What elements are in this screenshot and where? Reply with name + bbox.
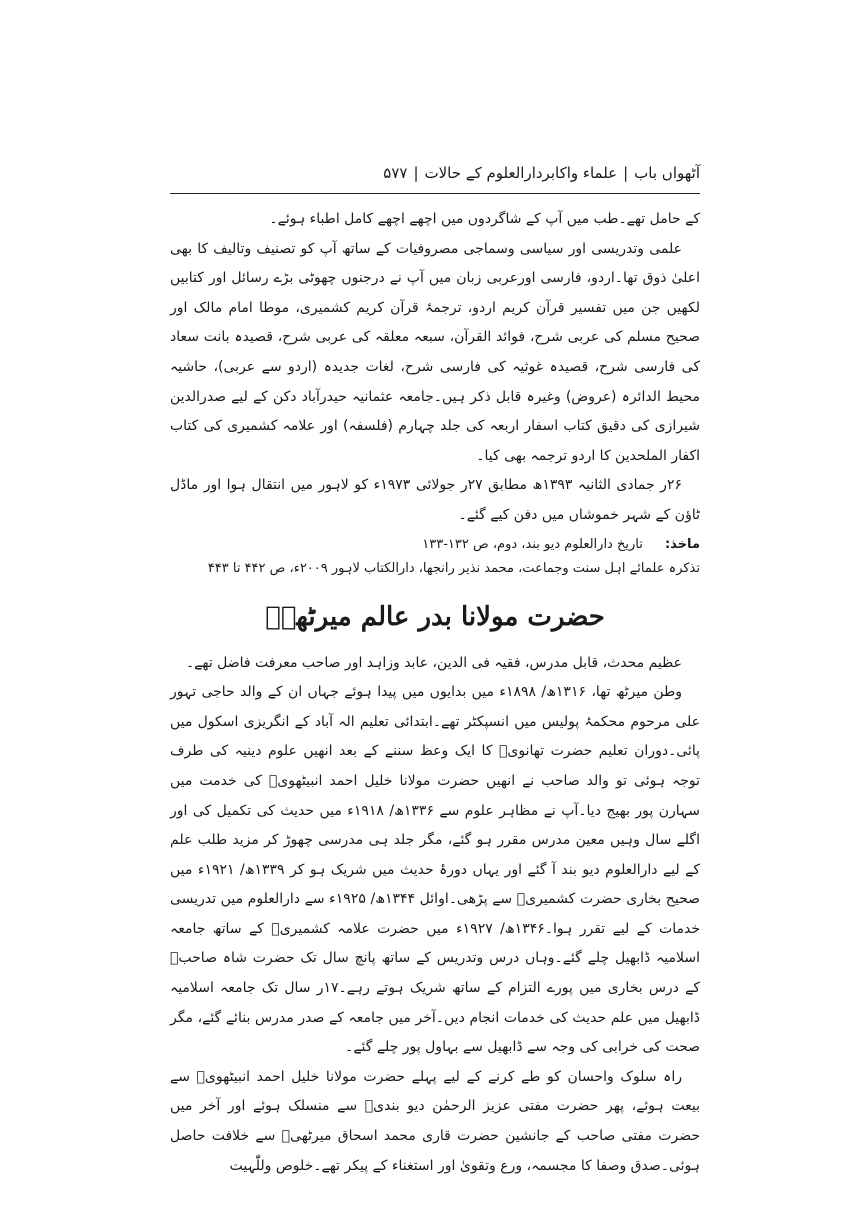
sources-block bbox=[170, 533, 700, 581]
body-paragraph: راہ سلوک واحسان کو طے کرنے کے لیے پہلے حضرت مولانا خلیل احمد انبیٹھویؒ سے بیعت ہوئے، پھر حضرت مفتی عزیز الرحمٰن دیو بندیؒ سے منسلک ہوئے اور آخر میں حضرت مفتی صاحب کے جانشین حضرت قاری محمد اسحاق میرٹھیؒ سے خلافت حاصل ہوئی۔صدق وصفا کا مجسمہ، ورع وتقویٰ اور استغناء کے پیکر تھے۔خلوص وللّٰہیت bbox=[170, 1068, 700, 1174]
running-header bbox=[170, 158, 700, 188]
body-paragraph: علمی وتدریسی اور سیاسی وسماجی مصروفیات کے ساتھ آپ کو تصنیف وتالیف کا بھی اعلیٰ ذوق تھا۔اردو، فارسی اورعربی زبان میں آپ نے درجنوں چھوٹی بڑے رسائل اور کتابیں لکھیں جن میں تفسیر قرآن کریم اردو، ترجمۂ قرآن کریم کشمیری، موطا امام مالک اور صحیح مسلم کی عربی شرح، فوائد القرآن، سبعہ معلقہ کی عربی شرح، قصیدہ بانت سعاد کی فارسی شرح، قصیدہ غوثیہ کی فارسی شرح، لغات جدیدہ (اردو سے عربی)، حاشیہ محیط الدائرہ (عروض) وغیرہ قابل ذکر ہیں۔جامعہ عثمانیہ حیدرآباد دکن کے لیے صدرالدین شیرازی کی دقیق کتاب اسفار اربعہ کی جلد چہارم (فلسفہ) اور علامہ کشمیری کی کتاب اکفار الملحدین کا اردو ترجمہ بھی کیا۔ bbox=[170, 240, 700, 464]
source-line: تاریخ دارالعلوم دیو بند، دوم، ص ۱۳۲-۱۳۳ bbox=[422, 536, 643, 552]
chapter-label: آٹھواں باب bbox=[634, 164, 700, 182]
section-title: حضرت مولانا بدر عالم میرٹھیؒ bbox=[265, 601, 605, 632]
body-paragraph: ۲۶ر جمادی الثانیہ ۱۳۹۳ھ مطابق ۲۷ر جولائی ۱۹۷۳ء کو لاہور میں انتقال ہوا اور ماڈل ٹاؤن کے شہر خموشاں میں دفن کیے گئے۔ bbox=[170, 477, 700, 523]
chapter-title: علماء واکابردارالعلوم کے حالات bbox=[424, 164, 618, 182]
body-paragraph: وطن میرٹھ تھا، ۱۳۱۶ھ/ ۱۸۹۸ء میں بدایوں میں پیدا ہوئے جہاں ان کے والد حاجی تہور علی مرحوم محکمۂ پولیس میں انسپکٹر تھے۔ابتدائی تعلیم الہ آباد کے انگریزی اسکول میں پائی۔دوران تعلیم حضرت تھانویؒ کا ایک وعظ سننے کے بعد انھیں علوم دینیہ کی طرف توجہ ہوئی تو والد صاحب نے انھیں حضرت مولانا خلیل احمد انبیٹھویؒ کی خدمت میں سہارن پور بھیج دیا۔آپ نے مظاہر علوم سے ۱۳۳۶ھ/ ۱۹۱۸ء میں حدیث کی تکمیل کی اور اگلے سال وہیں معین مدرس مقرر ہو گئے، مگر جلد ہی مدرسی چھوڑ کر مزید طلب علم کے لیے دارالعلوم دیو بند آ گئے اور یہاں دورۂ حدیث میں شریک ہو کر ۱۳۳۹ھ/ ۱۹۲۱ء میں صحیح بخاری حضرت کشمیریؒ سے پڑھی۔اوائل ۱۳۴۴ھ/ ۱۹۲۵ء سے دارالعلوم میں تدریسی خدمات کے لیے تقرر ہوا۔۱۳۴۶ھ/ ۱۹۲۷ء میں حضرت علامہ کشمیریؒ کے ساتھ جامعہ اسلامیہ ڈابھیل چلے گئے۔وہاں درس وتدریس کے ساتھ پانچ سال تک حضرت شاہ صاحبؒ کے درس بخاری میں پورے التزام کے ساتھ شریک ہوتے رہے۔۱۷ر سال تک جامعہ اسلامیہ ڈابھیل میں علم حدیث کی خدمات انجام دیں۔آخر میں جامعہ کے صدر مدرس بنائے گئے، مگر صحت کی خرابی کی وجہ سے ڈابھیل سے بہاول پور چلے گئے۔ bbox=[170, 684, 700, 1056]
body-paragraph: عظیم محدث، قابل مدرس، فقیہ فی الدین، عابد وزاہد اور صاحب معرفت فاضل تھے۔ bbox=[185, 654, 682, 671]
header-rule bbox=[170, 193, 700, 194]
header-separator: | bbox=[623, 164, 629, 182]
page-number: ۵۷۷ bbox=[383, 164, 408, 182]
source-line: تذکرہ علمائے اہل سنت وجماعت، محمد نذیر رانجھا، دارالکتاب لاہور ۲۰۰۹ء، ص ۴۴۲ تا ۴۴۳ bbox=[207, 560, 700, 576]
body-paragraph: کے حامل تھے۔طب میں آپ کے شاگردوں میں اچھے اچھے کامل اطباء ہوئے۔ bbox=[269, 211, 700, 227]
page-body bbox=[170, 205, 700, 1181]
header-separator: | bbox=[413, 164, 419, 182]
sources-label: ماخذ: bbox=[664, 536, 700, 552]
